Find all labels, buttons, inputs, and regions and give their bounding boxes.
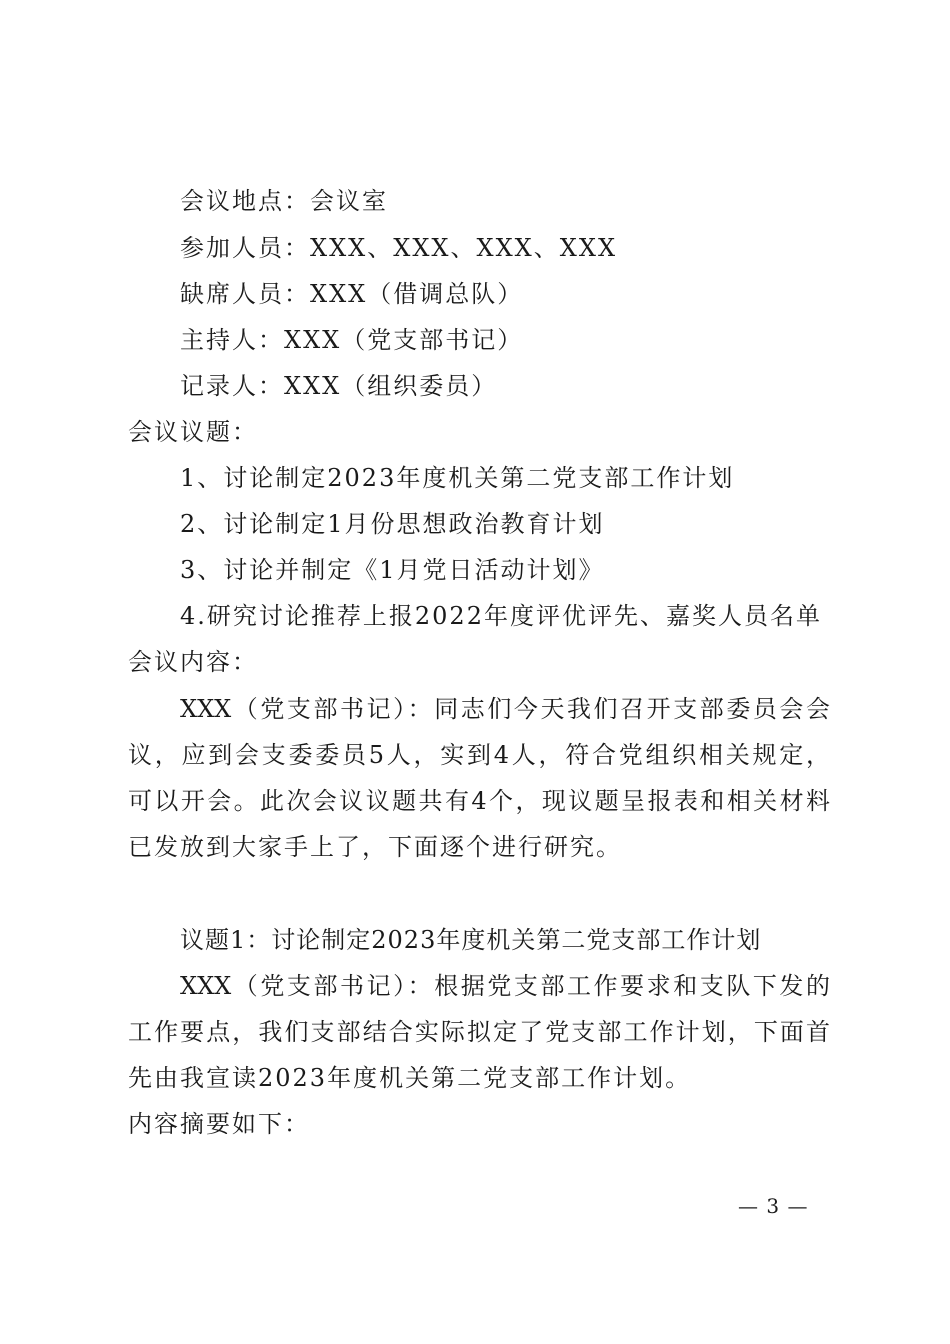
agenda-item: 2、讨论制定1月份思想政治教育计划: [180, 510, 605, 538]
topic1-paragraph-line: 先由我宣读2023年度机关第二党支部工作计划。: [128, 1064, 692, 1092]
meeting-location: 会议地点：会议室: [180, 187, 388, 215]
opening-paragraph-line: 已发放到大家手上了，下面逐个进行研究。: [128, 833, 622, 861]
absent-members: 缺席人员：XXX（借调总队）: [180, 280, 524, 308]
topic1-paragraph-line: XXX（党支部书记）：根据党支部工作要求和支队下发的: [180, 972, 830, 1000]
meeting-recorder: 记录人：XXX（组织委员）: [180, 372, 498, 400]
opening-paragraph-line: 议，应到会支委委员5人，实到4人，符合党组织相关规定，: [128, 741, 830, 769]
page-number: — 3 —: [738, 1194, 809, 1218]
agenda-item: 3、讨论并制定《1月党日活动计划》: [180, 556, 605, 584]
agenda-item: 1、讨论制定2023年度机关第二党支部工作计划: [180, 464, 735, 492]
meeting-host: 主持人：XXX（党支部书记）: [180, 326, 524, 354]
attendees: 参加人员：XXX、XXX、XXX、XXX: [180, 234, 618, 262]
opening-paragraph-line: 可以开会。此次会议议题共有4个，现议题呈报表和相关材料: [128, 787, 830, 815]
summary-heading: 内容摘要如下：: [128, 1110, 310, 1138]
topic1-paragraph-line: 工作要点，我们支部结合实际拟定了党支部工作计划，下面首: [128, 1018, 830, 1046]
agenda-item: 4.研究讨论推荐上报2022年度评优评先、嘉奖人员名单: [180, 602, 822, 630]
topic1-heading: 议题1：讨论制定2023年度机关第二党支部工作计划: [180, 926, 762, 954]
agenda-heading: 会议议题：: [128, 418, 258, 446]
content-heading: 会议内容：: [128, 648, 258, 676]
opening-paragraph-line: XXX（党支部书记）：同志们今天我们召开支部委员会会: [180, 695, 830, 723]
